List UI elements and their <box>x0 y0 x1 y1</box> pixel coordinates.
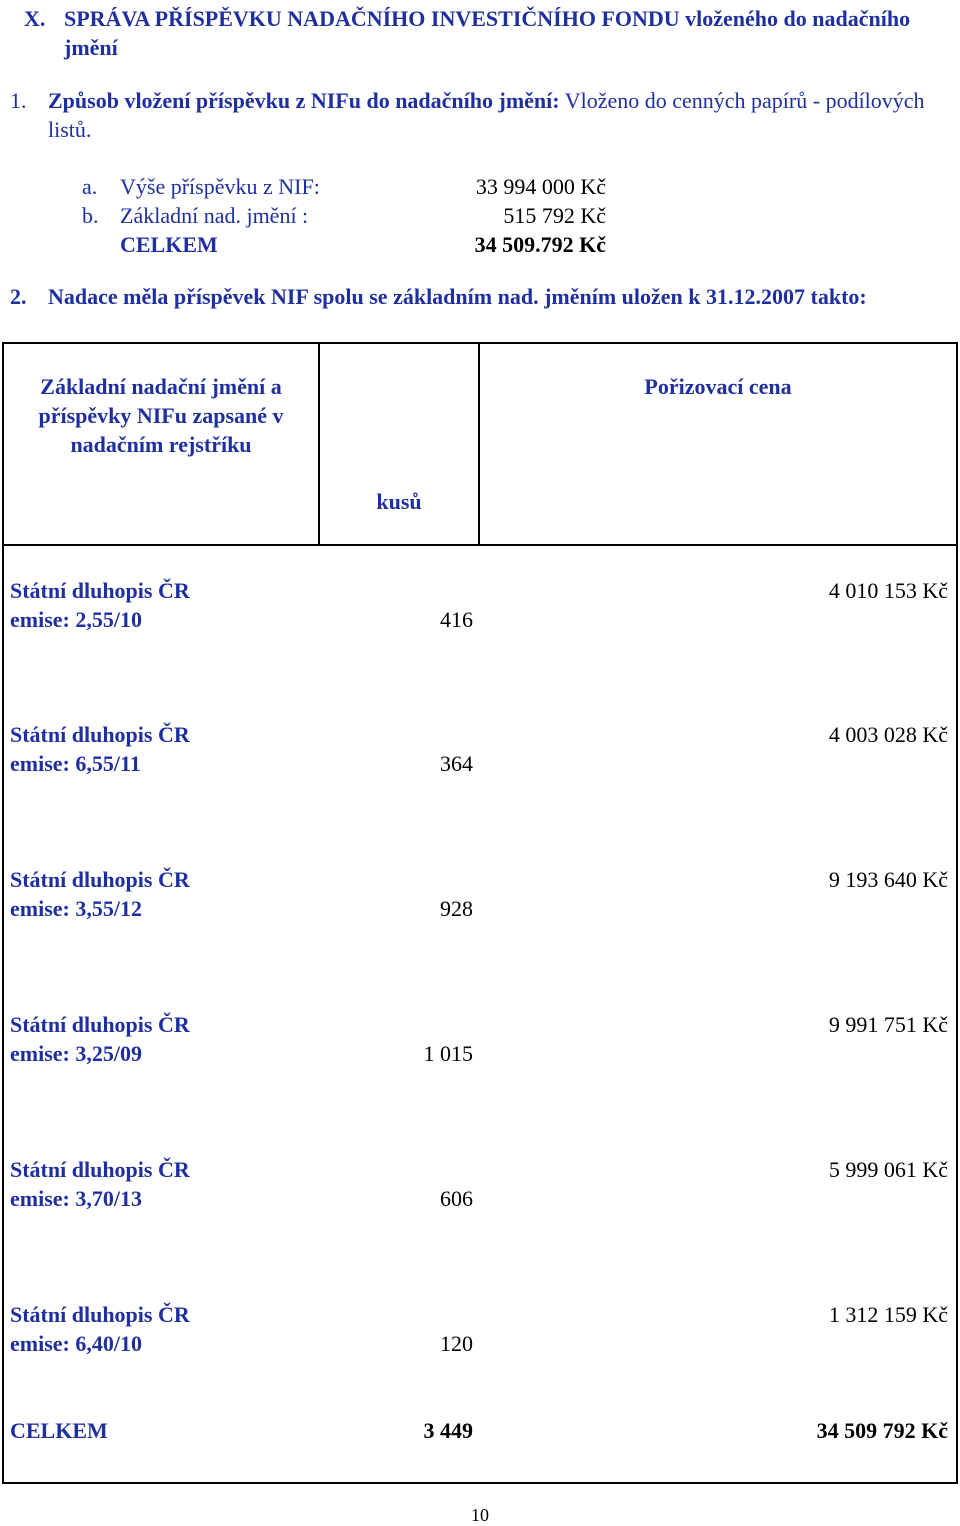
table-row <box>3 1126 957 1271</box>
bond-price: 5 999 061 Kč <box>479 1126 957 1271</box>
table-row <box>3 545 957 691</box>
bond-name: Státní dluhopis ČR emise: 3,25/09 <box>3 981 319 1126</box>
amount-row-basic-capital <box>82 201 682 230</box>
bond-price: 4 010 153 Kč <box>479 545 957 691</box>
item-1 <box>10 86 940 144</box>
item-1-value: Vloženo do cenných papírů - podílových listů. <box>48 88 925 142</box>
bond-count: 364 <box>440 751 473 776</box>
total-label: CELKEM <box>3 1416 319 1483</box>
header-description: Základní nadační jmění a příspěvky NIFu zapsané v nadačním rejstříku <box>3 343 319 545</box>
bond-price: 9 991 751 Kč <box>479 981 957 1126</box>
bond-price: 1 312 159 Kč <box>479 1271 957 1416</box>
total-price: 34 509 792 Kč <box>479 1416 957 1483</box>
amount-row-contribution <box>82 172 682 201</box>
item-1-label: Způsob vložení příspěvku z NIFu do nadačního jmění: <box>48 88 560 113</box>
amount-value: 34 509.792 Kč <box>474 232 606 257</box>
item-2-text: Nadace měla příspěvek NIF spolu se základním nad. jměním uložen k 31.12.2007 takto: <box>48 284 867 309</box>
bond-name: Státní dluhopis ČR emise: 3,70/13 <box>3 1126 319 1271</box>
amount-label: CELKEM <box>120 232 218 257</box>
bond-name: Státní dluhopis ČR emise: 3,55/12 <box>3 836 319 981</box>
bond-count: 120 <box>440 1331 473 1356</box>
amount-label: Výše příspěvku z NIF: <box>120 174 320 199</box>
item-1-number: 1. <box>10 88 27 113</box>
section-title: SPRÁVA PŘÍSPĚVKU NADAČNÍHO INVESTIČNÍHO FONDU vloženého do nadačního jmění <box>64 6 911 60</box>
header-acquisition-price: Pořizovací cena <box>479 343 957 545</box>
table-header-row <box>3 343 957 545</box>
item-2-number: 2. <box>10 284 27 309</box>
bond-name: Státní dluhopis ČR emise: 2,55/10 <box>3 545 319 691</box>
bond-price: 9 193 640 Kč <box>479 836 957 981</box>
table-row <box>3 836 957 981</box>
amount-value: 33 994 000 Kč <box>475 174 606 199</box>
amount-label: Základní nad. jmění : <box>120 203 309 228</box>
page-number: 10 <box>471 1505 489 1525</box>
bond-name: Státní dluhopis ČR emise: 6,55/11 <box>3 691 319 836</box>
bond-count: 1 015 <box>423 1041 473 1066</box>
table-row <box>3 1271 957 1416</box>
section-heading <box>24 4 944 62</box>
holdings-table <box>2 342 958 1484</box>
amount-letter: b. <box>82 203 99 228</box>
header-pieces: kusů <box>319 343 479 545</box>
bond-count: 606 <box>440 1186 473 1211</box>
bond-price: 4 003 028 Kč <box>479 691 957 836</box>
table-total-row <box>3 1416 957 1483</box>
section-number: X. <box>24 6 46 31</box>
item-2 <box>10 282 940 311</box>
bond-count: 928 <box>440 896 473 921</box>
amount-row-total <box>82 230 682 259</box>
amount-value: 515 792 Kč <box>503 203 606 228</box>
amount-letter: a. <box>82 174 98 199</box>
bond-count: 416 <box>440 607 473 632</box>
total-count: 3 449 <box>319 1416 479 1483</box>
table-row <box>3 691 957 836</box>
table-row <box>3 981 957 1126</box>
bond-name: Státní dluhopis ČR emise: 6,40/10 <box>3 1271 319 1416</box>
